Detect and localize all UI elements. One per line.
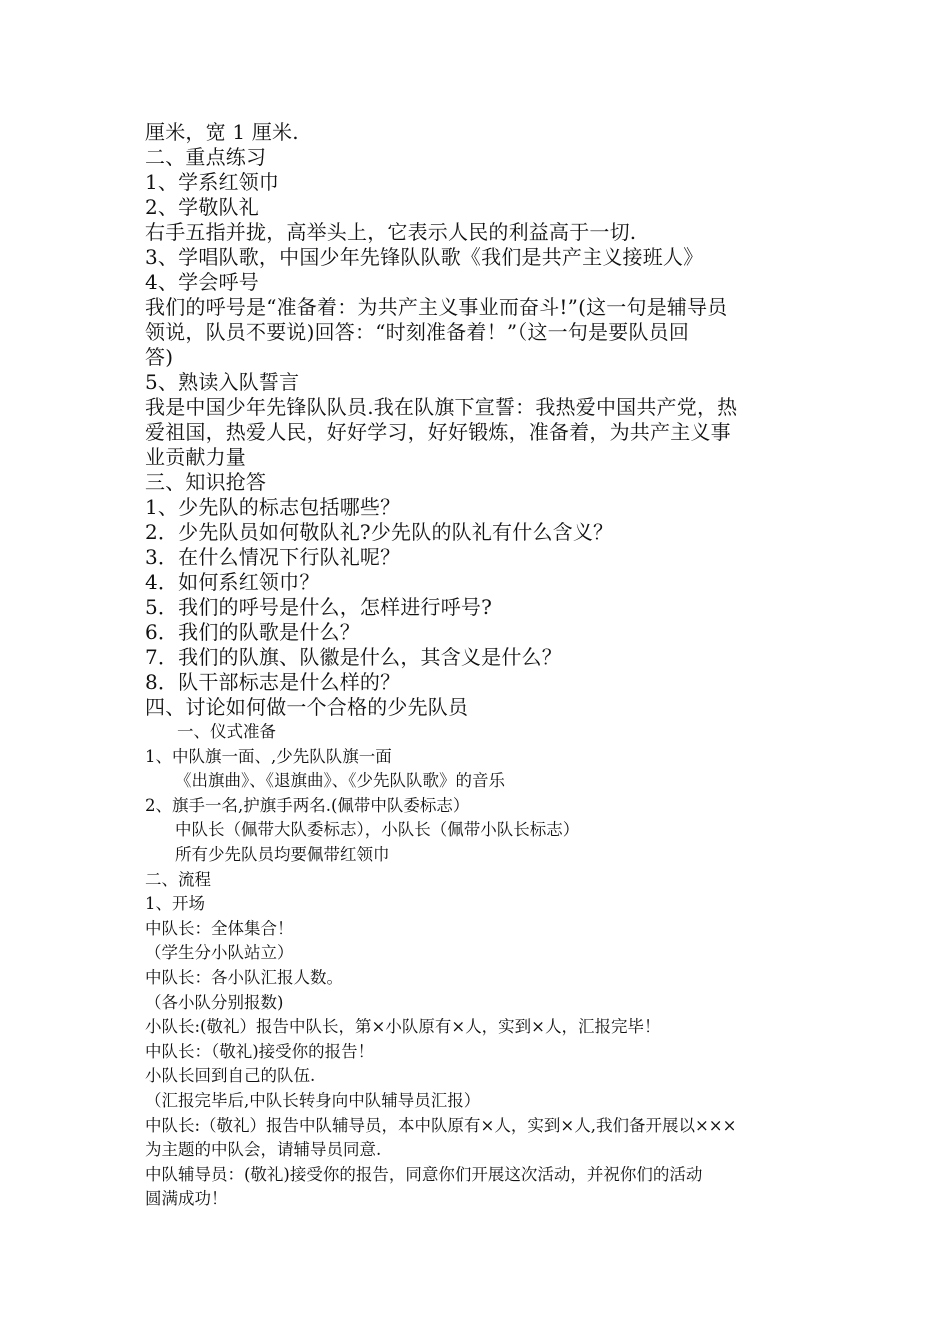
question-item: 8．队干部标志是什么样的？ [145, 670, 401, 694]
text-line: 右手五指并拢，高举头上，它表示人民的利益高于一切. [145, 220, 637, 244]
question-item: 3．在什么情况下行队礼呢？ [145, 545, 401, 569]
text-line: 业贡献力量 [145, 445, 246, 469]
text-line: 小队长:(敬礼）报告中队长，第×小队原有×人，实到×人，汇报完毕！ [145, 1017, 661, 1037]
text-line: 所有少先队员均要佩带红领巾 [175, 844, 390, 864]
text-line: （学生分小队站立） [145, 943, 294, 963]
list-item: 5、熟读入队誓言 [145, 370, 300, 394]
document-page [145, 120, 815, 1212]
large-text-section [145, 120, 815, 720]
text-line: 《出旗曲》、《退旗曲》、《少先队队歌》的音乐 [175, 771, 505, 791]
text-line: 我们的呼号是“准备着：为共产主义事业而奋斗!”(这一句是辅导员 [145, 295, 728, 319]
list-item: 4、学会呼号 [145, 270, 259, 294]
list-item: 1、学系红领巾 [145, 170, 280, 194]
list-item: 3、学唱队歌，中国少年先锋队队歌《我们是共产主义接班人》 [145, 245, 704, 269]
text-line: 为主题的中队会，请辅导员同意. [145, 1140, 382, 1160]
text-line: （各小队分别报数) [145, 992, 284, 1012]
text-line: 中队长：（敬礼)接受你的报告！ [145, 1041, 375, 1061]
section-heading: 三、知识抢答 [145, 470, 267, 494]
text-line: 1、中队旗一面、,少先队队旗一面 [145, 746, 392, 766]
text-line: （汇报完毕后,中队长转身向中队辅导员汇报） [145, 1090, 481, 1110]
question-item: 4．如何系红领巾？ [145, 570, 320, 594]
section-heading: 二、流程 [145, 869, 211, 889]
small-text-section [145, 720, 815, 1212]
text-line: 中队辅导员：(敬礼)接受你的报告，同意你们开展这次活动，并祝你们的活动 [145, 1164, 703, 1184]
question-item: 2．少先队员如何敬队礼?少先队的队礼有什么含义？ [145, 520, 614, 544]
text-line: 中队长:（敬礼）报告中队辅导员，本中队原有×人，实到×人,我们备开展以××× [145, 1115, 737, 1135]
text-line: 答) [145, 345, 174, 369]
list-item: 2、学敬队礼 [145, 195, 259, 219]
text-line: 爱祖国，热爱人民，好好学习，好好锻炼，准备着，为共产主义事 [145, 420, 731, 444]
text-line: 圆满成功！ [145, 1189, 228, 1209]
question-item: 5．我们的呼号是什么，怎样进行呼号? [145, 595, 493, 619]
text-line: 小队长回到自己的队伍. [145, 1066, 316, 1086]
question-item: 1、少先队的标志包括哪些？ [145, 495, 401, 519]
question-item: 6．我们的队歌是什么？ [145, 620, 360, 644]
text-line: 我是中国少年先锋队队员.我在队旗下宣誓：我热爱中国共产党，热 [145, 395, 738, 419]
text-line: 中队长：各小队汇报人数。 [145, 967, 343, 987]
text-line: 中队长：全体集合！ [145, 918, 294, 938]
text-line: 1、开场 [145, 894, 205, 914]
text-line: 领说，队员不要说)回答：“时刻准备着！”（这一句是要队员回 [145, 320, 690, 344]
section-heading: 四、讨论如何做一个合格的少先队员 [145, 695, 469, 719]
text-line: 厘米，宽 1 厘米. [145, 120, 299, 144]
section-heading: 一、仪式准备 [177, 722, 276, 741]
text-line: 2、旗手一名,护旗手两名.(佩带中队委标志） [145, 795, 470, 815]
text-line: 中队长（佩带大队委标志），小队长（佩带小队长标志） [175, 820, 580, 840]
question-item: 7．我们的队旗、队徽是什么，其含义是什么？ [145, 645, 562, 669]
section-heading: 二、重点练习 [145, 145, 267, 169]
